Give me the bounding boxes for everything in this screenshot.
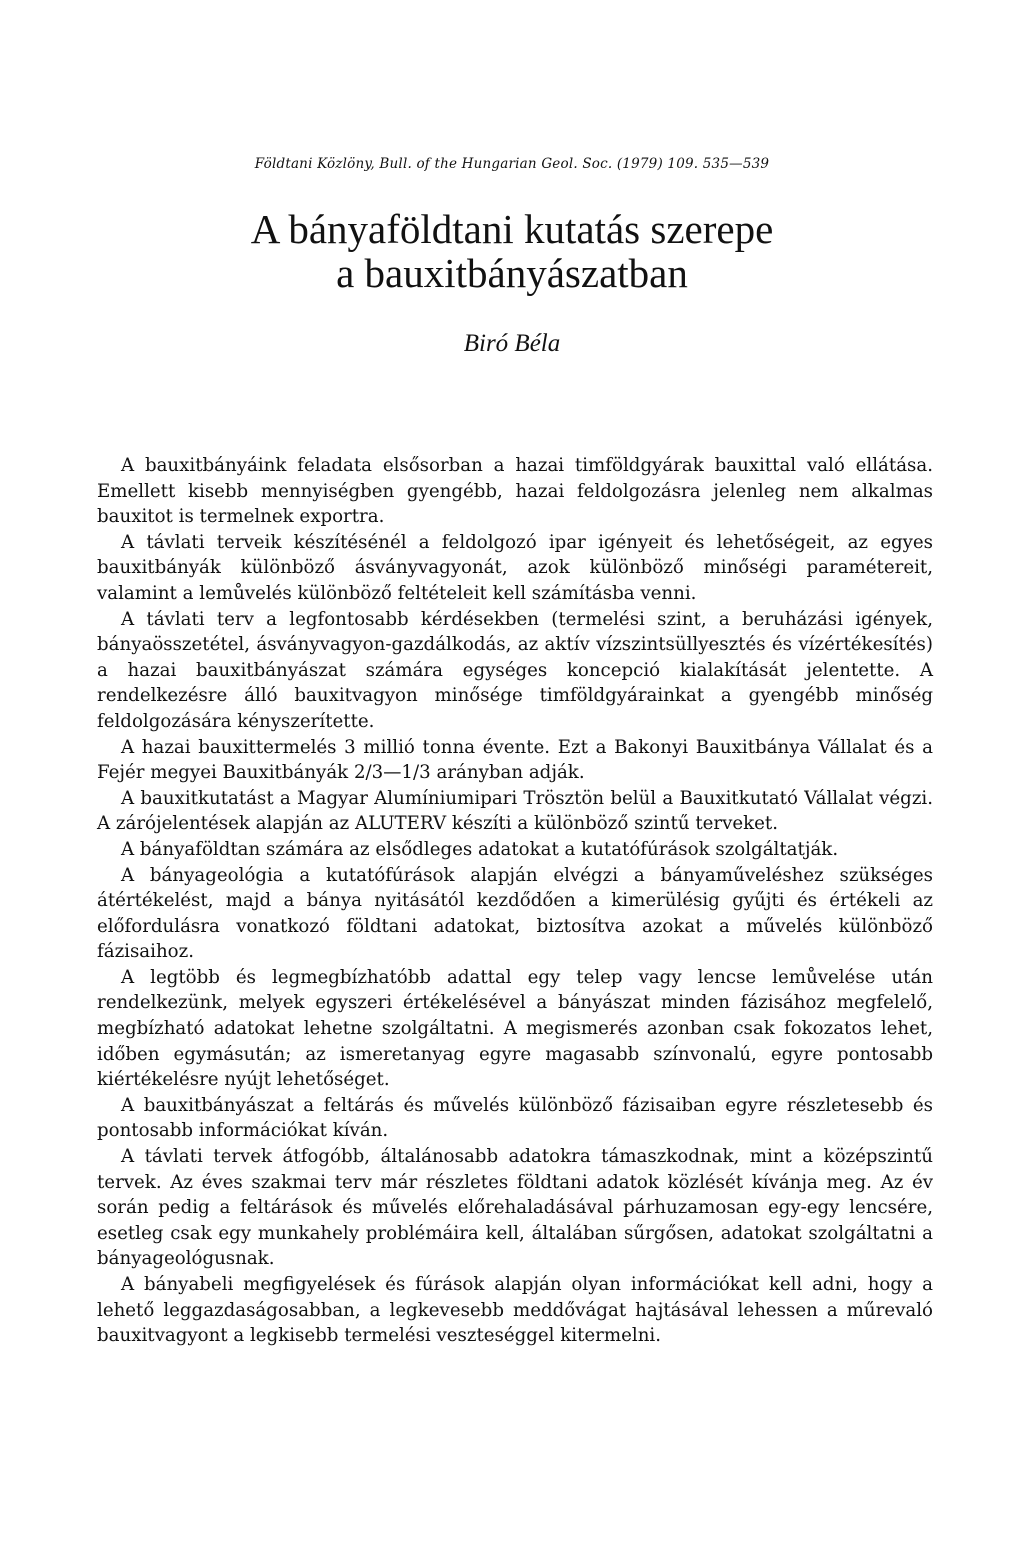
paragraph-11: A bányabeli megfigyelések és fúrások alapján olyan információkat kell adni, hogy a lehető leggazdaságosabban, a legkevesebb meddővágat hajtásával lehessen a műrevaló bauxitvagyont a legkisebb termelési veszteséggel kitermelni. bbox=[97, 1274, 933, 1347]
paragraph-8: A legtöbb és legmegbízhatóbb adattal egy telep vagy lencse lemůvelése után rendelkezünk, melyek egyszeri értékelésével a bányászat minden fázisához megfelelő, megbízható adatokat lehetne szolgáltatni. A megismerés azonban csak fokozatos lehet, időben egymásután; az ismeretanyag egyre magasabb színvonalú, egyre pontosabb kiértékelésre nyújt lehetőséget. bbox=[97, 966, 933, 1091]
journal-citation: Földtani Közlöny, Bull. of the Hungarian Geol. Soc. (1979) 109. 535—539 bbox=[254, 156, 770, 172]
paragraph-6: A bányaföldtan számára az elsődleges adatokat a kutatófúrások szolgáltatják. bbox=[121, 838, 839, 860]
paragraph-2: A távlati terveik készítésénél a feldolgozó ipar igényeit és lehetőségeit, az egyes bauxitbányák különböző ásványvagyonát, azok különböző minőségi paramétereit, valamint a lemůvelés különböző feltételeit kell számításba venni. bbox=[97, 531, 933, 604]
article-body bbox=[97, 453, 933, 1349]
paragraph-7: A bányageológia a kutatófúrások alapján elvégzi a bányaműveléshez szükséges átértékelést, majd a bánya nyitásától kezdődően a kimerülésig gyűjti és értékeli az előfordulásra vonatkozó földtani adatokat, biztosítva azokat a művelés különböző fázisaihoz. bbox=[97, 864, 933, 963]
author-name: Biró Béla bbox=[463, 330, 561, 357]
paragraph-1: A bauxitbányáink feladata elsősorban a hazai timföldgyárak bauxittal való ellátása. Emellett kisebb mennyiségben gyengébb, hazai feldolgozásra jelenleg nem alkalmas bauxitot is termelnek exportra. bbox=[97, 455, 933, 528]
paragraph-5: A bauxitkutatást a Magyar Alumíniumipari Trösztön belül a Bauxitkutató Vállalat végzi. A zárójelentések alapján az ALUTERV készíti a különböző szintű terveket. bbox=[97, 787, 933, 835]
paragraph-3: A távlati terv a legfontosabb kérdésekben (termelési szint, a beruházási igények, bányaösszetétel, ásványvagyon-gazdálkodás, az aktív vízszintsüllyesztés és vízértékesítés) a hazai bauxitbányászat számára egységes koncepció kialakítását jelentette. A rendelkezésre álló bauxitvagyon minősége timföldgyárainkat a gyengébb minőség feldolgozására kényszerítette. bbox=[97, 608, 933, 732]
paragraph-9: A bauxitbányászat a feltárás és művelés különböző fázisaiban egyre részletesebb és pontosabb információkat kíván. bbox=[97, 1094, 933, 1142]
paragraph-10: A távlati tervek átfogóbb, általánosabb adatokra támaszkodnak, mint a középszintű tervek. Az éves szakmai terv már részletes földtani adatok közlését kívánja meg. Az év során pedig a feltárások és művelés előrehaladásával párhuzamosan egy-egy lencsére, esetleg csak egy munkahely problémáira kell, általában sűrgősen, adatokat szolgáltatni a bányageológusnak. bbox=[97, 1146, 933, 1270]
article-title bbox=[0, 207, 1024, 295]
article-title-line-1: A bányaföldtani kutatás szerepe bbox=[250, 206, 774, 252]
article-title-line-2: a bauxitbányászatban bbox=[336, 250, 688, 296]
paragraph-4: A hazai bauxittermelés 3 millió tonna évente. Ezt a Bakonyi Bauxitbánya Vállalat és a Fejér megyei Bauxitbányák 2/3—1/3 arányban adják. bbox=[97, 736, 933, 784]
